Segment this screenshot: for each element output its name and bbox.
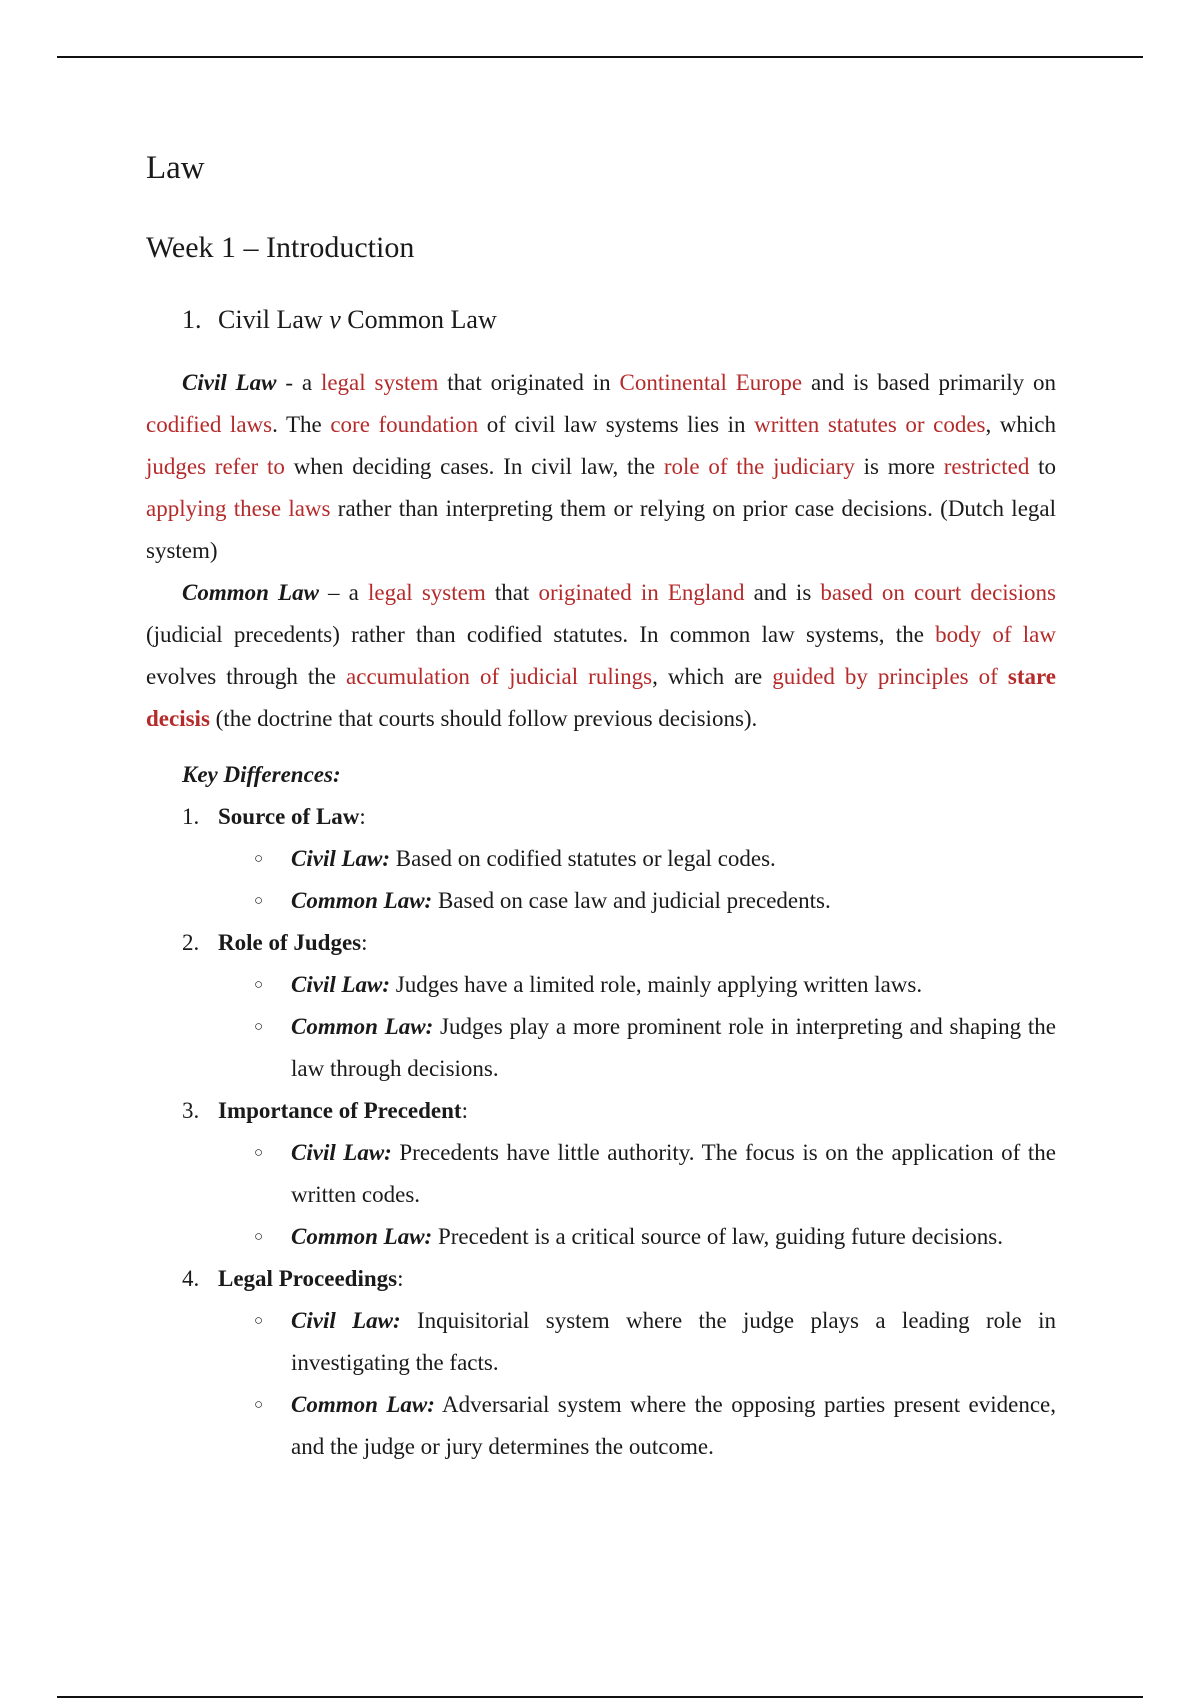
circle-bullet-icon: ○ bbox=[254, 1397, 264, 1413]
civil-law-paragraph: Civil Law - a legal system that originated in Continental Europe and is based primarily on codified laws. The core foundation of civil law systems lies in written statutes or codes, which judges refer to when deciding cases. In civil law, the role of the judiciary is more restricted to applying these laws rather than interpreting them or relying on prior case decisions. (Dutch legal system) bbox=[146, 370, 1057, 563]
top-rule bbox=[57, 56, 1143, 58]
circle-bullet-icon: ○ bbox=[254, 1019, 264, 1035]
civil-law-bullet: ○ Civil Law: Precedents have little authority. The focus is on the application of the written codes. bbox=[291, 1132, 1056, 1216]
common-law-bullet: ○ Common Law: Adversarial system where the opposing parties present evidence, and the judge or jury determines the outcome. bbox=[291, 1384, 1056, 1468]
document-title: Law bbox=[146, 150, 205, 186]
circle-bullet-icon: ○ bbox=[254, 1229, 264, 1245]
civil-law-bullet: ○ Civil Law: Inquisitorial system where the judge plays a leading role in investigating the facts. bbox=[291, 1300, 1056, 1384]
differences-list bbox=[146, 796, 1056, 1468]
difference-item: 4. Legal Proceedings: ○ Civil Law: Inquisitorial system where the judge plays a leading role in investigating the facts. ○ Common Law: Adversarial system where the opposing parties present evidence, and the judge or jury determines the outcome. bbox=[182, 1258, 1056, 1468]
key-differences-label: Key Differences: bbox=[182, 762, 341, 787]
difference-item: 2. Role of Judges: ○ Civil Law: Judges have a limited role, mainly applying written laws. ○ Common Law: Judges play a more prominent role in interpreting and shaping the law through decisions. bbox=[182, 922, 1056, 1090]
circle-bullet-icon: ○ bbox=[254, 977, 264, 993]
circle-bullet-icon: ○ bbox=[254, 1145, 264, 1161]
difference-item: 1. Source of Law: ○ Civil Law: Based on codified statutes or legal codes. ○ Common Law: Based on case law and judicial precedents. bbox=[182, 796, 1056, 922]
bottom-rule bbox=[57, 1696, 1143, 1698]
common-law-bullet: ○ Common Law: Based on case law and judicial precedents. bbox=[291, 880, 1056, 922]
week-heading: Week 1 – Introduction bbox=[146, 231, 415, 264]
common-law-paragraph: Common Law – a legal system that originated in England and is based on court decisions (judicial precedents) rather than codified statutes. In common law systems, the body of law evolves through the accumulation of judicial rulings, which are guided by principles of stare decisis (the doctrine that courts should follow previous decisions). bbox=[146, 580, 1056, 731]
civil-law-bullet: ○ Civil Law: Based on codified statutes or legal codes. bbox=[291, 838, 1056, 880]
difference-item: 3. Importance of Precedent: ○ Civil Law: Precedents have little authority. The focus is on the application of the written codes. ○ Common Law: Precedent is a critical source of law, guiding future decisions. bbox=[182, 1090, 1056, 1258]
common-law-bullet: ○ Common Law: Judges play a more prominent role in interpreting and shaping the law through decisions. bbox=[291, 1006, 1056, 1090]
document-page bbox=[146, 138, 1056, 1468]
circle-bullet-icon: ○ bbox=[254, 893, 264, 909]
common-law-bullet: ○ Common Law: Precedent is a critical source of law, guiding future decisions. bbox=[291, 1216, 1056, 1258]
civil-law-bullet: ○ Civil Law: Judges have a limited role, mainly applying written laws. bbox=[291, 964, 1056, 1006]
section-heading: 1. Civil Law v Common Law bbox=[182, 305, 497, 334]
circle-bullet-icon: ○ bbox=[254, 851, 264, 867]
circle-bullet-icon: ○ bbox=[254, 1313, 264, 1329]
